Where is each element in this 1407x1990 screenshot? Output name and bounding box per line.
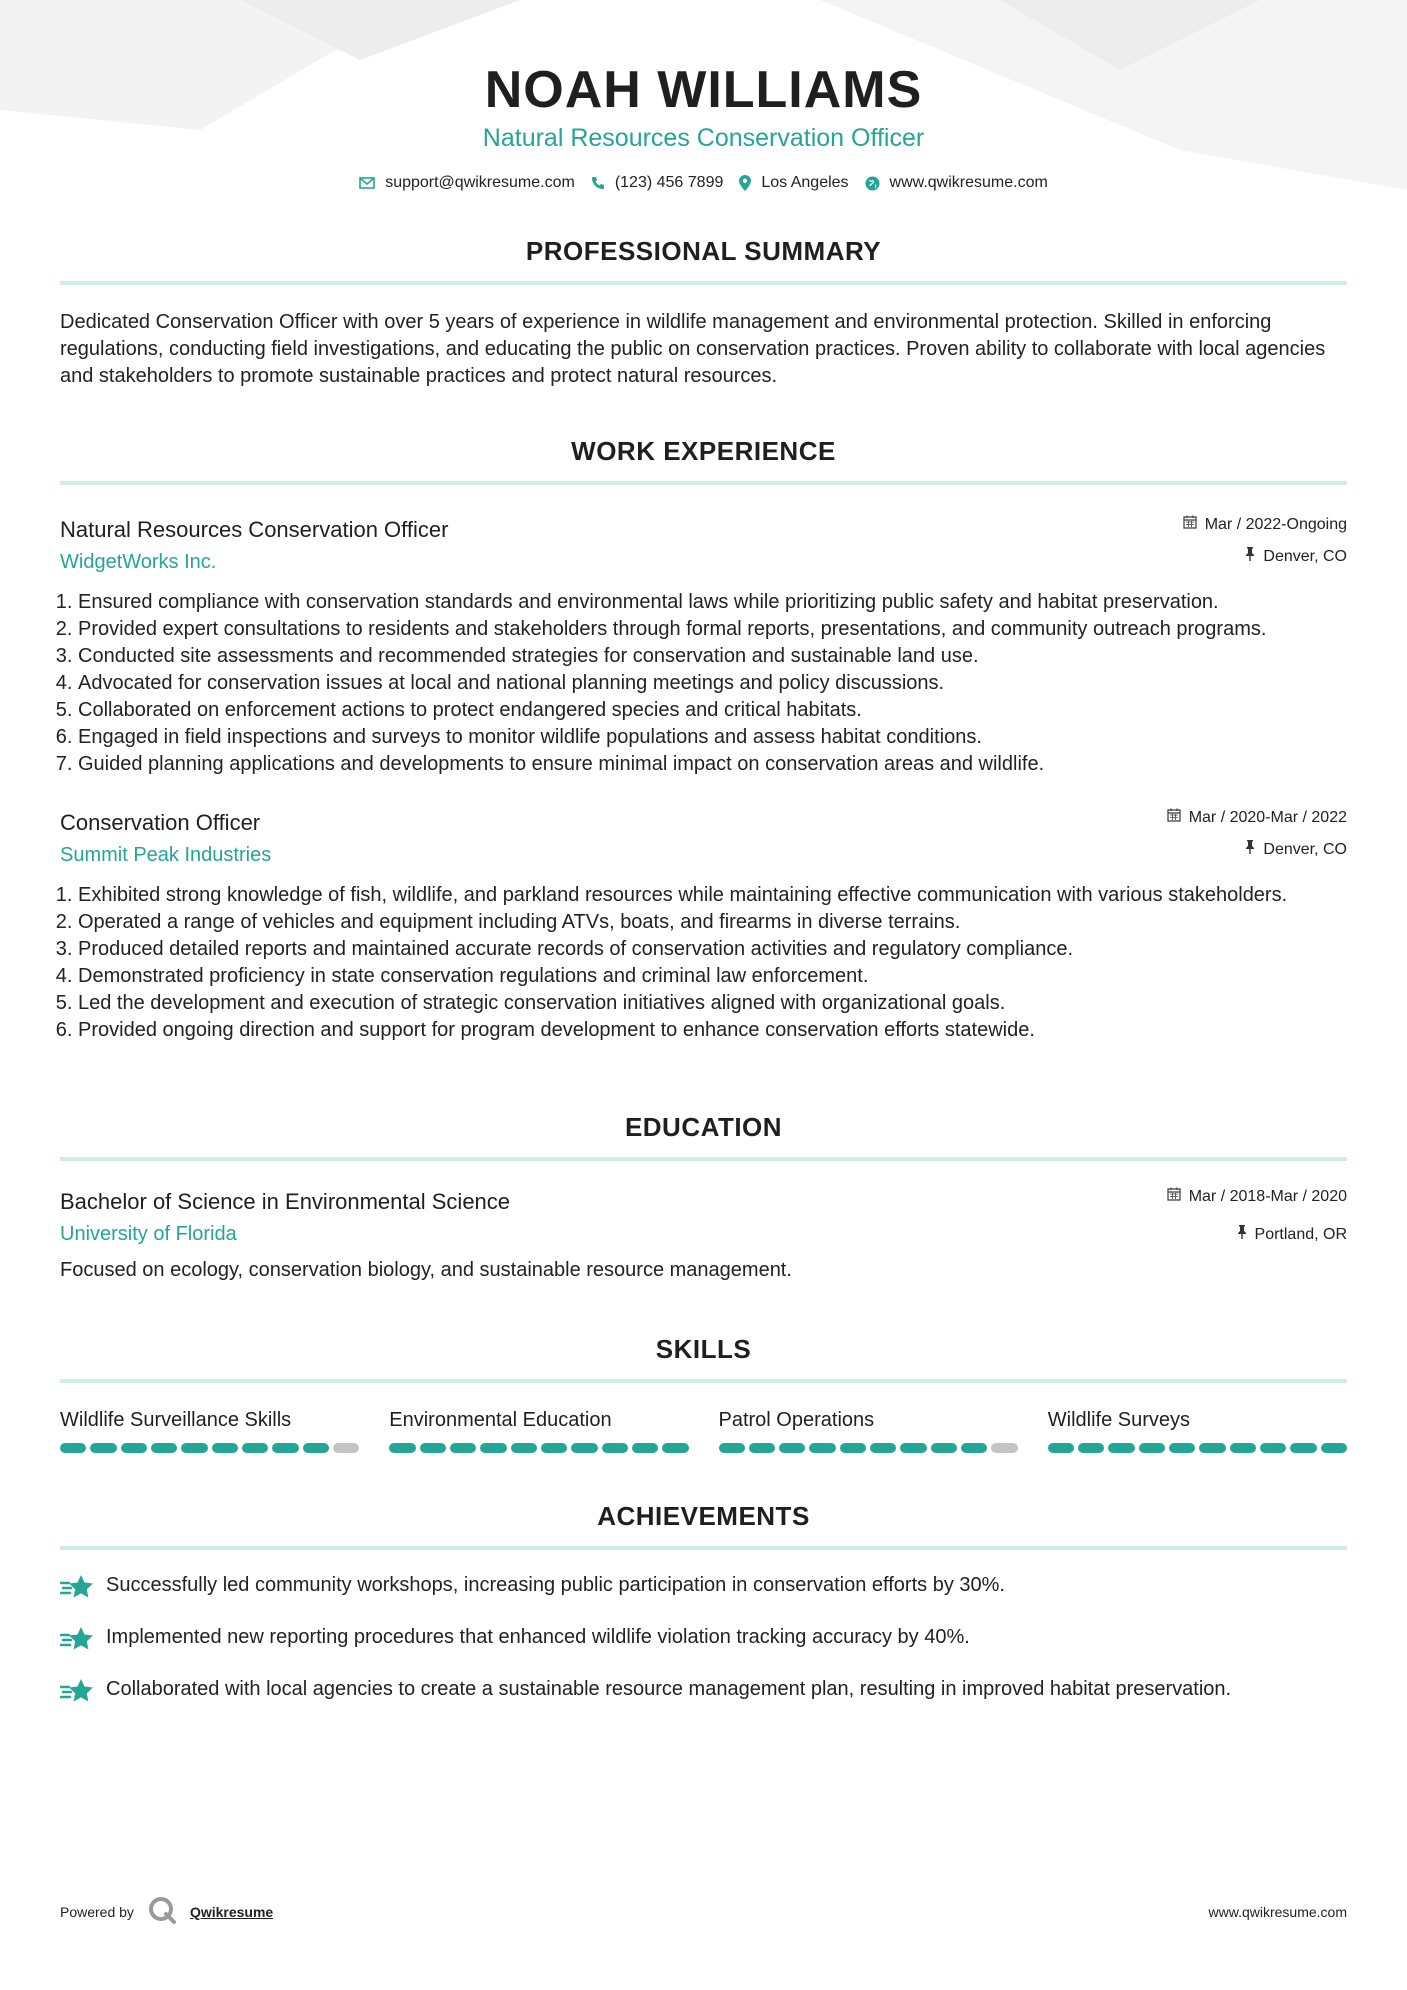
education-description: Focused on ecology, conservation biology, and sustainable resource management. xyxy=(60,1259,792,1281)
education-dates: Mar / 2018-Mar / 2020 xyxy=(1188,1188,1347,1205)
contact-website[interactable] xyxy=(865,174,1048,192)
duty-item: 6. Provided ongoing direction and support for program development to enhance conservation efforts statewide. xyxy=(78,1017,1347,1044)
skill-dot-filled xyxy=(1260,1443,1286,1453)
summary-heading: PROFESSIONAL SUMMARY xyxy=(60,236,1347,285)
job-dates: Mar / 2022-Ongoing xyxy=(1204,516,1347,533)
duty-item: 7. Guided planning applications and developments to ensure minimal impact on conservation areas and wildlife. xyxy=(78,751,1347,778)
pushpin-icon xyxy=(1245,840,1255,860)
skill-dot-filled xyxy=(450,1443,476,1453)
map-pin-icon xyxy=(739,175,751,191)
skill-dot-filled xyxy=(1199,1443,1225,1453)
job-entry xyxy=(60,808,1347,1044)
skill-dot-filled xyxy=(602,1443,628,1453)
education-heading: EDUCATION xyxy=(60,1112,1347,1161)
duty-item: 5. Led the development and execution of strategic conservation initiatives aligned with organizational goals. xyxy=(78,990,1347,1017)
skill-dot-filled xyxy=(90,1443,116,1453)
job-location: Denver, CO xyxy=(1263,841,1347,858)
candidate-name: NOAH WILLIAMS xyxy=(484,61,923,119)
achievement-item xyxy=(60,1624,1347,1660)
job-location: Denver, CO xyxy=(1263,548,1347,565)
skill-level-bar xyxy=(60,1443,359,1453)
achievement-item xyxy=(60,1676,1347,1712)
skill-name: Wildlife Surveillance Skills xyxy=(60,1409,292,1431)
skill-dot-filled xyxy=(420,1443,446,1453)
skill-dot-filled xyxy=(931,1443,957,1453)
calendar-icon xyxy=(1167,1187,1181,1207)
job-dates: Mar / 2020-Mar / 2022 xyxy=(1188,809,1347,826)
skill-dot-filled xyxy=(571,1443,597,1453)
skill-item xyxy=(60,1407,359,1453)
globe-icon xyxy=(865,176,880,191)
school-name: University of Florida xyxy=(60,1223,237,1245)
duty-item: 1. Exhibited strong knowledge of fish, wildlife, and parkland resources while maintaining effective communication with various stakeholders. xyxy=(78,882,1347,909)
skill-dot-filled xyxy=(541,1443,567,1453)
contact-bar xyxy=(60,174,1347,192)
contact-phone[interactable] xyxy=(591,174,724,192)
skill-dot-filled xyxy=(303,1443,329,1453)
skill-dot-filled xyxy=(1078,1443,1104,1453)
skill-name: Patrol Operations xyxy=(718,1409,875,1431)
skill-dot-filled xyxy=(961,1443,987,1453)
education-location: Portland, OR xyxy=(1254,1226,1347,1243)
calendar-icon xyxy=(1167,808,1181,828)
skill-dot-filled xyxy=(749,1443,775,1453)
duty-item: 2. Provided expert consultations to residents and stakeholders through formal reports, presentations, and community outreach programs. xyxy=(78,616,1347,643)
skills-heading: SKILLS xyxy=(60,1334,1347,1383)
duty-item: 2. Operated a range of vehicles and equipment including ATVs, boats, and firearms in diverse terrains. xyxy=(78,909,1347,936)
footer-website[interactable]: www.qwikresume.com xyxy=(1208,1903,1347,1920)
skill-dot-filled xyxy=(1139,1443,1165,1453)
summary-section xyxy=(60,236,1347,390)
skill-dot-filled xyxy=(389,1443,415,1453)
work-experience-section xyxy=(60,436,1347,1044)
skill-dot-filled xyxy=(151,1443,177,1453)
skill-dot-filled xyxy=(900,1443,926,1453)
pushpin-icon xyxy=(1245,547,1255,567)
page-footer xyxy=(60,1896,1347,1927)
skill-item xyxy=(719,1407,1018,1453)
star-icon xyxy=(60,1572,94,1608)
job-duties xyxy=(60,882,1347,1044)
skill-dot-filled xyxy=(181,1443,207,1453)
skill-level-bar xyxy=(389,1443,688,1453)
job-entry xyxy=(60,515,1347,778)
education-entry xyxy=(60,1187,1347,1284)
pushpin-icon xyxy=(1237,1225,1247,1245)
skill-dot-filled xyxy=(632,1443,658,1453)
skills-section xyxy=(60,1334,1347,1453)
powered-by-label: Powered by xyxy=(60,1903,134,1920)
skill-dot-filled xyxy=(1321,1443,1347,1453)
skill-level-bar xyxy=(719,1443,1018,1453)
skill-dot-empty xyxy=(991,1443,1017,1453)
achievements-section xyxy=(60,1501,1347,1712)
company-name: Summit Peak Industries xyxy=(60,844,272,866)
skill-dot-filled xyxy=(121,1443,147,1453)
degree-title: Bachelor of Science in Environmental Science xyxy=(60,1189,511,1214)
contact-location xyxy=(739,174,848,192)
duty-item: 6. Engaged in field inspections and surveys to monitor wildlife populations and assess habitat conditions. xyxy=(78,724,1347,751)
summary-text: Dedicated Conservation Officer with over 5 years of experience in wildlife management and environmental protection. Skilled in enforcing regulations, conducting field investigations, and educating the public on conservation practices. Proven ability to collaborate with local agencies and stakeholders to promote sustainable practices and protect natural resources. xyxy=(60,311,1326,387)
skill-dot-filled xyxy=(1230,1443,1256,1453)
skill-dot-filled xyxy=(480,1443,506,1453)
envelope-icon xyxy=(359,177,375,189)
skill-dot-filled xyxy=(511,1443,537,1453)
skill-dot-filled xyxy=(1169,1443,1195,1453)
duty-item: 3. Produced detailed reports and maintained accurate records of conservation activities and regulatory compliance. xyxy=(78,936,1347,963)
skill-item xyxy=(389,1407,688,1453)
achievement-text: Collaborated with local agencies to create a sustainable resource management plan, resulting in improved habitat preservation. xyxy=(106,1678,1232,1700)
work-heading: WORK EXPERIENCE xyxy=(60,436,1347,485)
duty-item: 3. Conducted site assessments and recommended strategies for conservation and sustainable land use. xyxy=(78,643,1347,670)
website-text: www.qwikresume.com xyxy=(889,174,1048,191)
achievement-item xyxy=(60,1572,1347,1608)
qwikresume-logo-icon xyxy=(148,1896,176,1927)
duty-item: 5. Collaborated on enforcement actions to protect endangered species and critical habitats. xyxy=(78,697,1347,724)
star-icon xyxy=(60,1676,94,1712)
duty-item: 1. Ensured compliance with conservation standards and environmental laws while prioritizing public safety and habitat preservation. xyxy=(78,589,1347,616)
company-name: WidgetWorks Inc. xyxy=(60,551,217,573)
duty-item: 4. Demonstrated proficiency in state conservation regulations and criminal law enforcement. xyxy=(78,963,1347,990)
skill-dot-filled xyxy=(1290,1443,1316,1453)
skill-dot-filled xyxy=(870,1443,896,1453)
skill-dot-filled xyxy=(1048,1443,1074,1453)
job-duties xyxy=(60,589,1347,778)
location-text: Los Angeles xyxy=(761,174,849,191)
skill-dot-filled xyxy=(719,1443,745,1453)
skill-dot-filled xyxy=(272,1443,298,1453)
skill-dot-filled xyxy=(242,1443,268,1453)
phone-icon xyxy=(591,176,605,190)
skill-dot-filled xyxy=(60,1443,86,1453)
skill-dot-filled xyxy=(779,1443,805,1453)
contact-email[interactable] xyxy=(359,174,575,192)
calendar-icon xyxy=(1183,515,1197,535)
achievements-heading: ACHIEVEMENTS xyxy=(60,1501,1347,1550)
skill-name: Environmental Education xyxy=(389,1409,612,1431)
job-title: Natural Resources Conservation Officer xyxy=(60,517,449,542)
candidate-title: Natural Resources Conservation Officer xyxy=(482,124,925,152)
job-title: Conservation Officer xyxy=(60,810,261,835)
skill-name: Wildlife Surveys xyxy=(1047,1409,1191,1431)
achievement-text: Implemented new reporting procedures that enhanced wildlife violation tracking accuracy by 40%. xyxy=(106,1626,970,1648)
achievement-text: Successfully led community workshops, increasing public participation in conservation efforts by 30%. xyxy=(106,1574,1005,1596)
skill-dot-filled xyxy=(1108,1443,1134,1453)
email-text: support@qwikresume.com xyxy=(385,174,575,191)
skill-level-bar xyxy=(1048,1443,1347,1453)
skill-dot-filled xyxy=(662,1443,688,1453)
star-icon xyxy=(60,1624,94,1660)
resume-header xyxy=(60,0,1347,192)
skill-item xyxy=(1048,1407,1347,1453)
phone-text: (123) 456 7899 xyxy=(614,174,724,191)
education-section xyxy=(60,1112,1347,1284)
duty-item: 4. Advocated for conservation issues at local and national planning meetings and policy discussions. xyxy=(78,670,1347,697)
skill-dot-filled xyxy=(212,1443,238,1453)
skill-dot-empty xyxy=(333,1443,359,1453)
qwikresume-link[interactable]: Qwikresume xyxy=(189,1903,274,1920)
skill-dot-filled xyxy=(809,1443,835,1453)
skill-dot-filled xyxy=(840,1443,866,1453)
